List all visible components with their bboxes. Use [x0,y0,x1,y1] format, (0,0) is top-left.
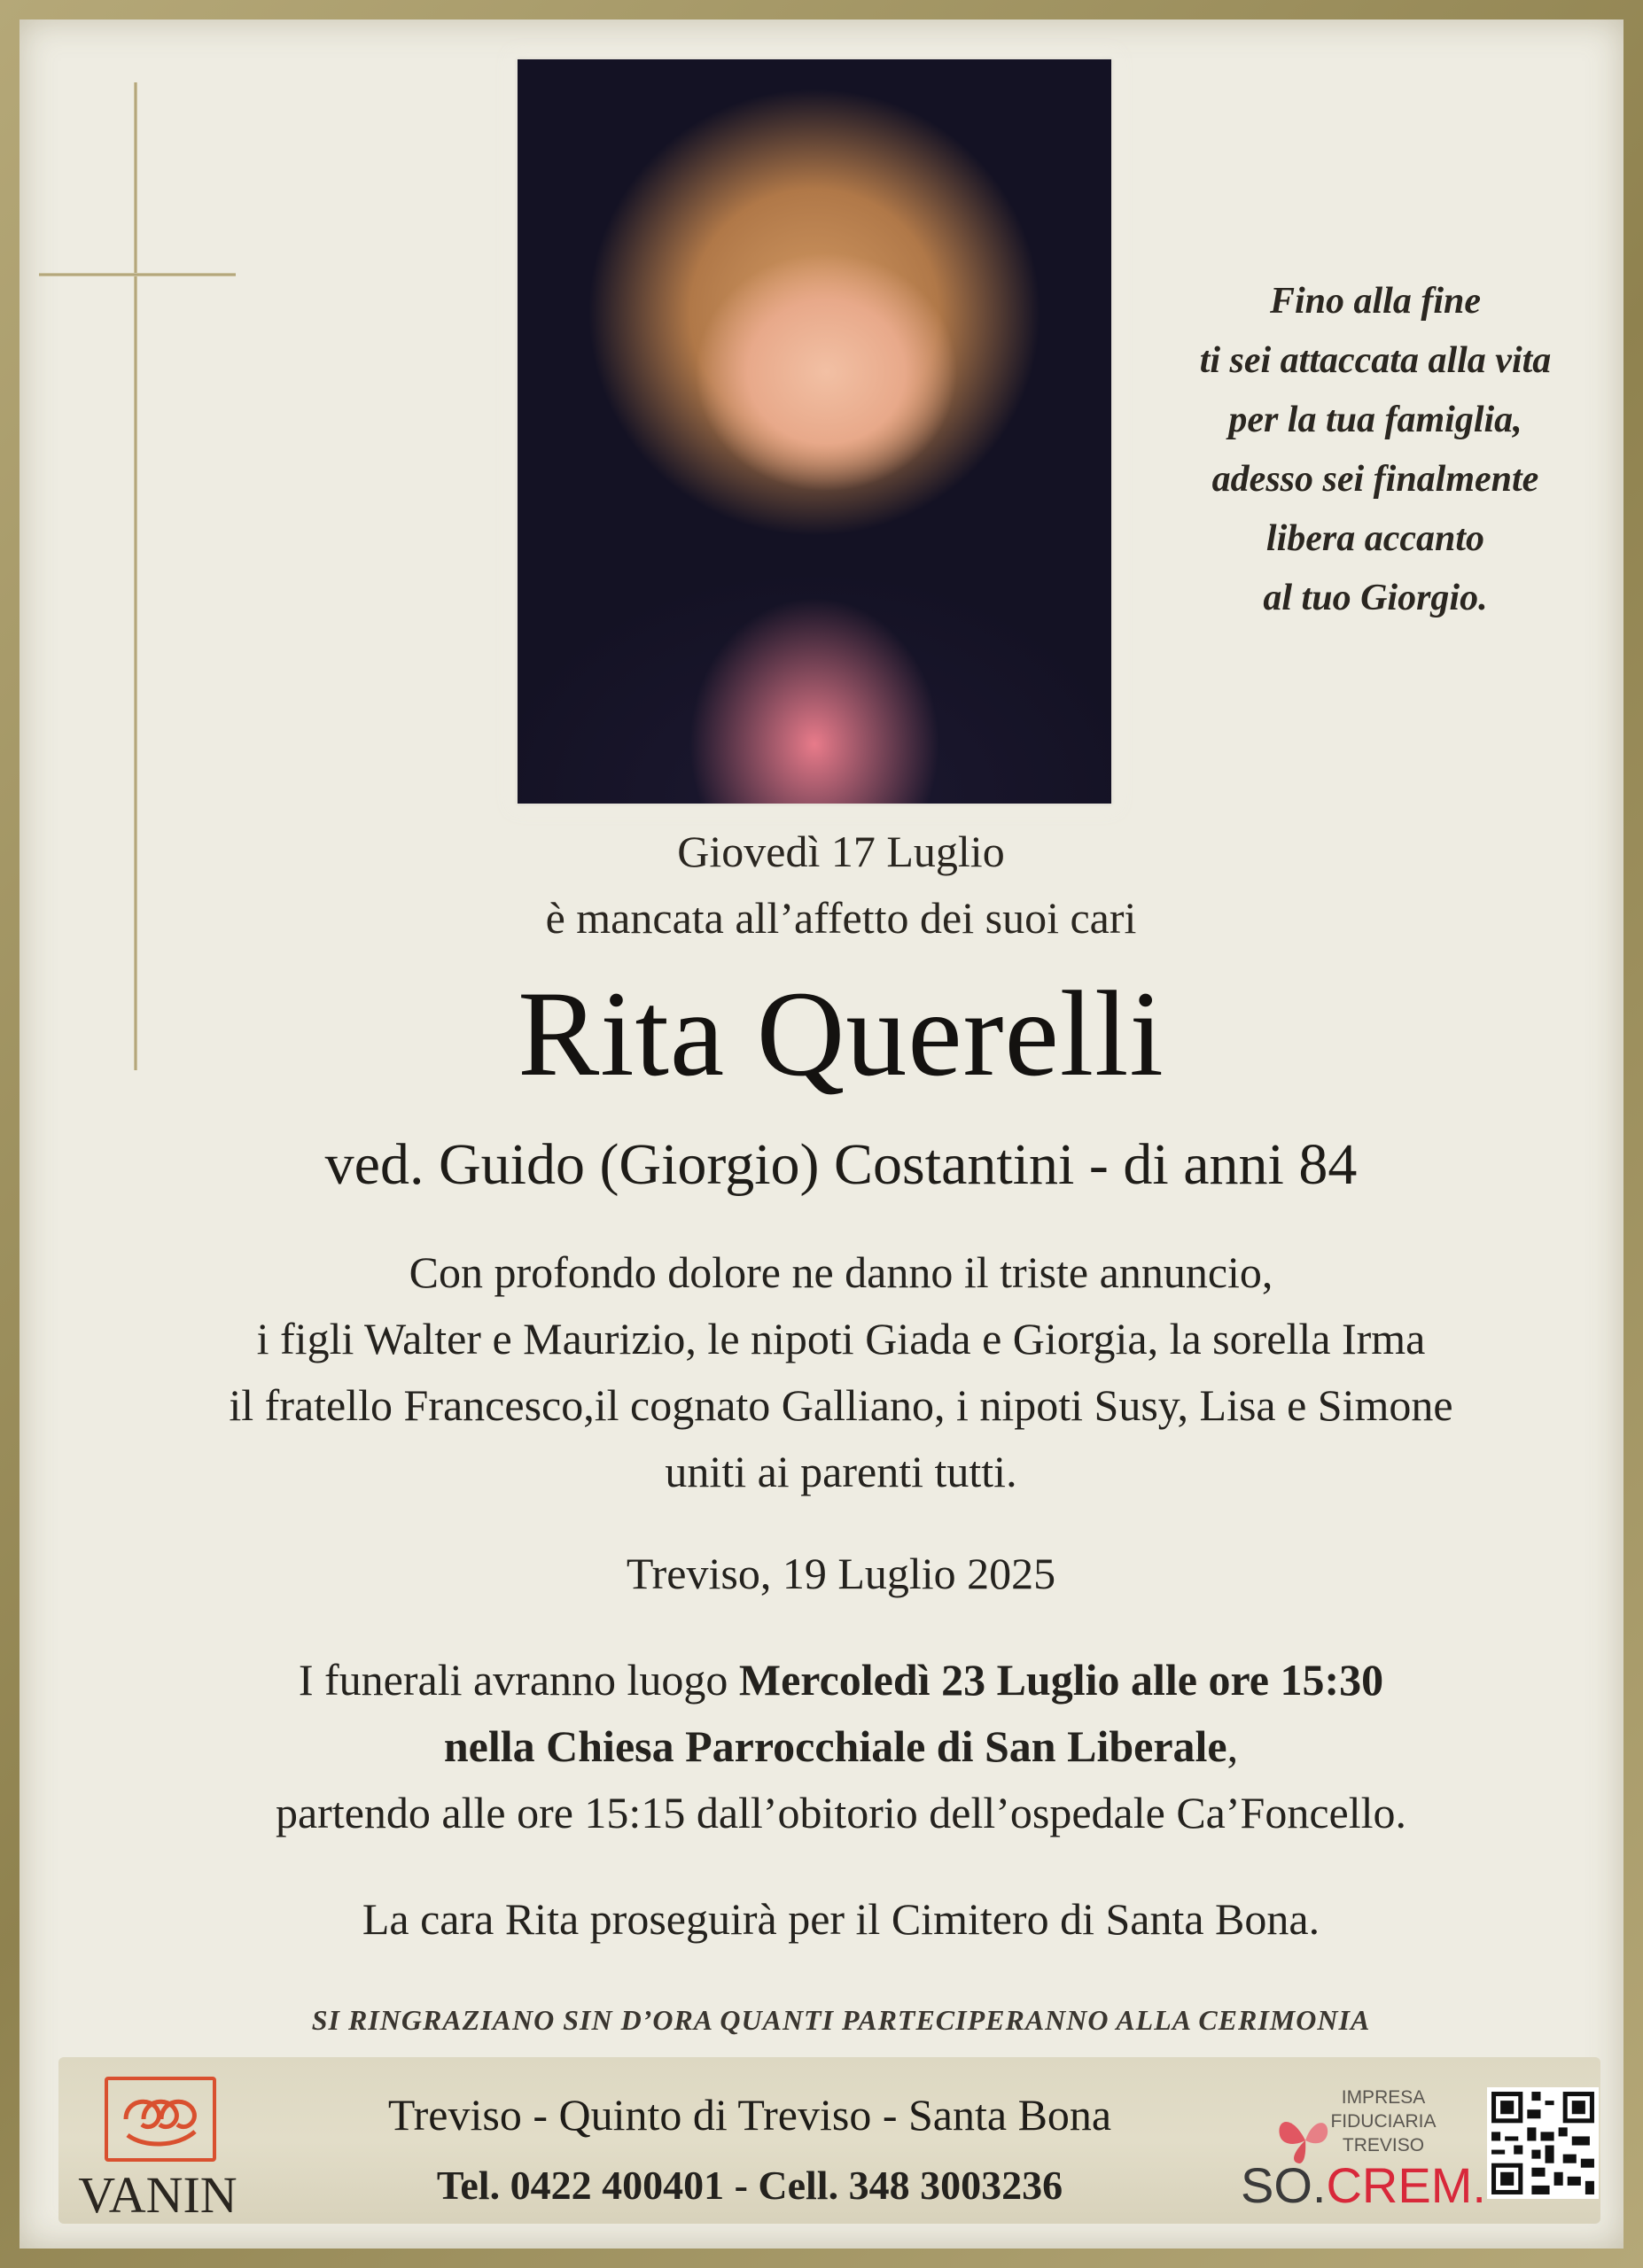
poem-line: al tuo Giorgio. [1263,578,1488,618]
funeral-line-1 [39,1654,1643,1705]
paper-background [19,19,1624,2249]
vanin-company-name: VANIN [78,2166,237,2224]
deceased-subtitle: ved. Guido (Giorgio) Costantini - di anni 84 [324,1132,1358,1197]
funeral-church-suffix: , [1226,1721,1239,1771]
socrem-tagline-line: FIDUCIARIA [1330,2111,1437,2132]
socrem-tagline-line: IMPRESA [1341,2087,1426,2108]
thanks-line: SI RINGRAZIANO SIN D’ORA QUANTI PARTECIPERANNO ALLA CERIMONIA [311,2004,1371,2036]
family-line: uniti ai parenti tutti. [665,1447,1017,1496]
intro-line: è mancata all’affetto dei suoi cari [545,893,1137,943]
footer-locations: Treviso - Quinto di Treviso - Santa Bona [387,2090,1112,2140]
funeral-date-time: Mercoledì 23 Luglio alle ore 15:30 [738,1655,1384,1705]
funeral-departure: partendo alle ore 15:15 dall’obitorio dell’ospedale Ca’Foncello. [275,1788,1406,1837]
socrem-logo-a: SO. [1241,2157,1327,2213]
place-date: Treviso, 19 Luglio 2025 [626,1549,1056,1598]
funeral-prefix: I funerali avranno luogo [298,1655,739,1705]
family-line: i figli Walter e Maurizio, le nipoti Giada e Giorgia, la sorella Irma [256,1314,1426,1363]
poem-line: adesso sei finalmente [1211,459,1539,500]
poem [1123,272,1628,628]
funeral-church: nella Chiesa Parrocchiale di San Liberale [443,1721,1227,1771]
death-date: Giovedì 17 Luglio [677,827,1005,876]
deceased-name: Rita Querelli [518,966,1164,1101]
family-line: Con profondo dolore ne danno il triste annuncio, [409,1247,1273,1297]
qr-code-icon[interactable] [1487,2087,1599,2199]
socrem-tagline-line: TREVISO [1342,2135,1425,2155]
poem-line: ti sei attaccata alla vita [1199,340,1552,381]
cross-icon-horizontal [39,273,236,276]
poem-line: Fino alla fine [1269,281,1482,322]
cemetery-line: La cara Rita proseguirà per il Cimitero di Santa Bona. [362,1894,1320,1944]
poem-line: per la tua famiglia, [1228,400,1522,440]
socrem-logo-b: CREM. [1326,2157,1486,2213]
vanin-logo-icon [105,2077,216,2162]
funeral-line-2 [39,1720,1643,1772]
socrem-logo [1241,2156,1486,2214]
family-line: il fratello Francesco,il cognato Galliano, i nipoti Susy, Lisa e Simone [229,1380,1453,1430]
footer-bar [58,2057,1600,2224]
poem-line: libera accanto [1265,518,1485,559]
footer-phones: Tel. 0422 400401 - Cell. 348 3003236 [436,2163,1063,2208]
portrait-photo [518,59,1111,804]
